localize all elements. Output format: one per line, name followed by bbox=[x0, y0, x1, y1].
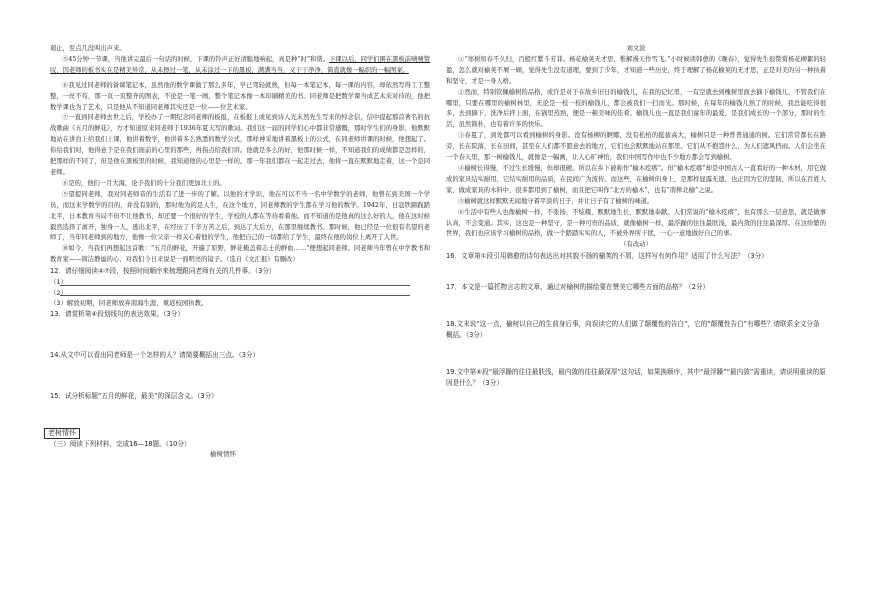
paragraph: 艰止，至点几没叫出声来。 bbox=[50, 45, 126, 52]
source-note: （有改动） bbox=[620, 241, 652, 249]
answer-space[interactable] bbox=[446, 341, 826, 367]
answer-space[interactable] bbox=[446, 293, 826, 319]
paragraph: ②然而，特别钦佩榆树的品格，或许是对于在故乡旧日的榆钱儿，在我的记忆里，一有空就去到槐树里面去摘下榆钱儿，不管我们在哪里，只要在哪里的榆树林里，无论是一枝一枝的榆钱儿，都会被我们一扫而光。那时候，在每年的榆钱儿熟了的时候，我总能吃得很多，去到摘下，洗净后拌上面，在锅里蒸熟，便是一顿美味的佳肴。榆钱儿也一直是我们童年的最爱，是我们成长的一个部分，那时的生活，虽然简朴，也有着许多的快乐。 bbox=[446, 88, 826, 129]
paragraph: ⑤榆树就这样默默无闻地守着平淡的日子，并让日子有了榆树的味道。 bbox=[458, 197, 654, 205]
author-name: 刘文波 bbox=[626, 45, 646, 52]
paragraph: ⑥生活中有些人也像榆树一样，不张扬，不炫耀，默默地生长，默默地奉献。人们常说的“榆木疙瘩”，也有那么一层意思，就是做事认真，不会变通。其实，这也是一种坚守，是一种可贵的品质，就像榆树一样，最浮躁的往往最肤浅，最内敛的往往最深厚。在这纷繁的世界，我们也应该学习榆树的品格，做一个踏踏实实的人，不被外界所干扰，一心一意地做好自己的事。 bbox=[446, 208, 826, 238]
section-box-label: 老树情怀 bbox=[44, 428, 80, 439]
answer-line[interactable]: （2） bbox=[50, 288, 430, 299]
section-instruction: （三）阅读下列材料，完成16—18题。（10分） bbox=[50, 439, 191, 448]
paragraph: ⑥我见过同老师的备课笔记本，虽然他的数学课做了那么多年，早已驾轻就熟，但每一本笔记本，每一课的内容，却依然写得工工整整，一丝不苟，那一页一页整齐的图表，不论是一笔一画，整个笔记本像一本印刷精美的书。同老师是把数学课当成艺术来对待的，他把数学课也为了艺术，只是他从不知道同老师其实还是一位——位艺术家。 bbox=[50, 81, 430, 111]
paragraph: ③春夏了，到处都可以看到榆树的身影。没有杨柳的婀娜，没有松柏的挺拔高大，榆树只是一种普普通通的树。它们常常都长在路旁，长在院落，长在田间，甚至在人们都不愿意去的地方，它们也会默默地站在那里。它们从不抱怨什么，为人们遮风挡雨。人们会坐在一个春天里，那一树榆钱儿，就像是一幅画，让人心旷神怡，我们中国写作中也不少地方都会写到榆树。 bbox=[446, 132, 826, 162]
question-19: 19.文中第⑥段“最浮躁的往往最肤浅，最内敛的往往最深厚”这句话，如果换顺序，其中“最浮躁”“最内敛”需重读，请说明重读的原因是什么？（3分） bbox=[446, 368, 826, 388]
paragraph: ⑨望提同老师，我对同老师音的生活有了进一步的了解。以他的才学识，他在可以不当一名中学数学的老师，他曾在到美国一个学员，而这来学数学的目的，并没有别的，那时他为的是人生，在这个地方，同老师教的学生都在学习他的数学。1942年，日寇铁蹄践踏北平，日本教育当局不但不让他教书，却还要一个很好的学生，学校的人都在等待看着他。而不知道的是他真的这么好的人，他在这时候毅然选择了离开，独身一人，逃出北平，在经历了千辛万苦之后，到达了大后方，在那里继续教书。那时候，他已经是一位很有名望的老师了，当年同老师到的地方，他像一位父亲一样关心着他的学生，他把自己的一切都给了学生，最终在他的岗位上离开了人世。 bbox=[50, 190, 430, 242]
answer-line: （3）解放初期，同老师放弃南海生涯，重返校园执教。 bbox=[50, 299, 208, 308]
underlined-sentence: 下课以后，同学们围在黑板前啧啧赞叹，因老师的板书实在是精美异常，从未擦过一笔，从未涂过一下的黑板，满满当当，又干干净净，简直就像一幅织的一幅图案。 bbox=[50, 55, 431, 74]
question-12: 12．请仔细阅读④⑦段，按照时间顺序来梳理跟同老师有关的几件事。（3分） bbox=[50, 267, 276, 276]
question-14: 14.从文中可以看出同老师是一个怎样的人？请简要概括出三点。（3分） bbox=[50, 350, 260, 359]
section-label-row bbox=[44, 428, 430, 439]
paragraph: ⑤45分钟一节课，当他讲完最后一句话的时候，下课的铃声正好清脆地响起，真是种“时”和谐。下课以后，同学们围在黑板前啧啧赞叹，因老师的板书实在是精美异常，从未擦过一笔，从未涂过一下的黑板，满满当当，又干干净净，简直就像一幅织的一幅图案。 bbox=[50, 55, 431, 74]
question-13: 13．请赏析第④段划线句的表达效果。（3分） bbox=[50, 309, 184, 318]
question-18: 18.文末说“这一点，榆树以自己的生前身后事，向误读它的人们做了颠覆性的告白”，它的“颠覆性告白”有哪些？请联系全文分条概括。（3分） bbox=[446, 320, 820, 340]
answer-space[interactable] bbox=[50, 361, 430, 391]
answer-space[interactable] bbox=[446, 262, 826, 282]
passage-title: 榆树情怀 bbox=[210, 449, 236, 458]
answer-line[interactable]: （1） bbox=[50, 277, 430, 288]
paragraph: ⑦一直到同老师去世之后，学校办了一期纪念同老师的板报，在板报上或见到诗人光未然先生写来的悼念信，信中提起那首著名的抗战歌曲《五月的鲜花》，方才知道原来同老师于1936年夏天写的歌词。我们这一届的同学们心中都非常感慨，那时学生们的身影，他默默地站在讲台上给我们上课，他讲着数学，他讲着多么熟悉的数学公式，那样神采地讲着黑板上的公式，在同老师讲课的时候，他想起了。你给我们时，他得意于是在我们面前的心里的那些，再指点给我们讲。他就是多么的好，他那时候一样，不知道我们的成绩都是怎样的，把那样的不同了，但是他在黑板里的时候，我知道他的心里是一样的。那一年我们都在一起走过去，他将一直在默默地走着，这一个是同老师。 bbox=[50, 114, 430, 176]
paragraph: ①“寒树知春不久归，百般红紫斗芳菲。杨花榆荚无才思，惟解漫天作雪飞。”小时候读韩愈的《晚春》，觉得先生很赞赏杨花柳絮的轻盈，怎么就对榆荚不屑一顾，觉得先生没有道理，要到了少年，才知道一些历史，终于理解了杨花榆荚的无才思，正是对美的另一种执着和坚守，才是一身人格。 bbox=[446, 55, 826, 85]
right-column bbox=[446, 44, 826, 389]
paragraph: ⑩如今，当我们再想起这首歌：“五月的鲜花，开遍了原野，鲜花掩盖着志士的鲜血……”便想起同老师。同老师当年曾在中学教书和教育家——简洁静谧的心，对我们今日来说是一面明亮的镜子。（选自《文汇报》有删改） bbox=[50, 245, 430, 264]
left-column bbox=[50, 44, 430, 459]
answer-space[interactable] bbox=[50, 320, 430, 350]
question-17: 17．本文是一篇托物言志的文章，通过对榆树的描绘要在赞美它哪些方面的品格？（2分） bbox=[446, 283, 710, 292]
question-16: 16．文章第①段引用韩愈的诗句表达出对其貌不扬的榆荚的不屑，这样写有何作用？适用了什么写法？（3分） bbox=[446, 252, 768, 261]
paragraph: ④榆树长得慢，不过生长缓慢，但却很硬。所以在乡下被称作“榆木疙瘩”。但“榆木疙瘩”却是中国古人一直看好的一种木材，用它做成的家具结实耐用，它结实耐用的品质，在民间广为流传。而这些，在榆树的身上，是那样显露无遗，也正因为它的坚韧，所以在百姓人家，做成家具的木料中，很多都用到了榆树，而且把它叫作“北方的榆木”，也有“南榉北榆”之说。 bbox=[446, 164, 826, 194]
question-15: 15．试分析标题“五月的鲜花，最美”的深层含义。（3分） bbox=[50, 391, 218, 400]
paragraph: ⑧是的，他们一月大海，论予我们的十分我们更加北上的。 bbox=[62, 179, 226, 187]
answer-space[interactable] bbox=[50, 402, 430, 428]
